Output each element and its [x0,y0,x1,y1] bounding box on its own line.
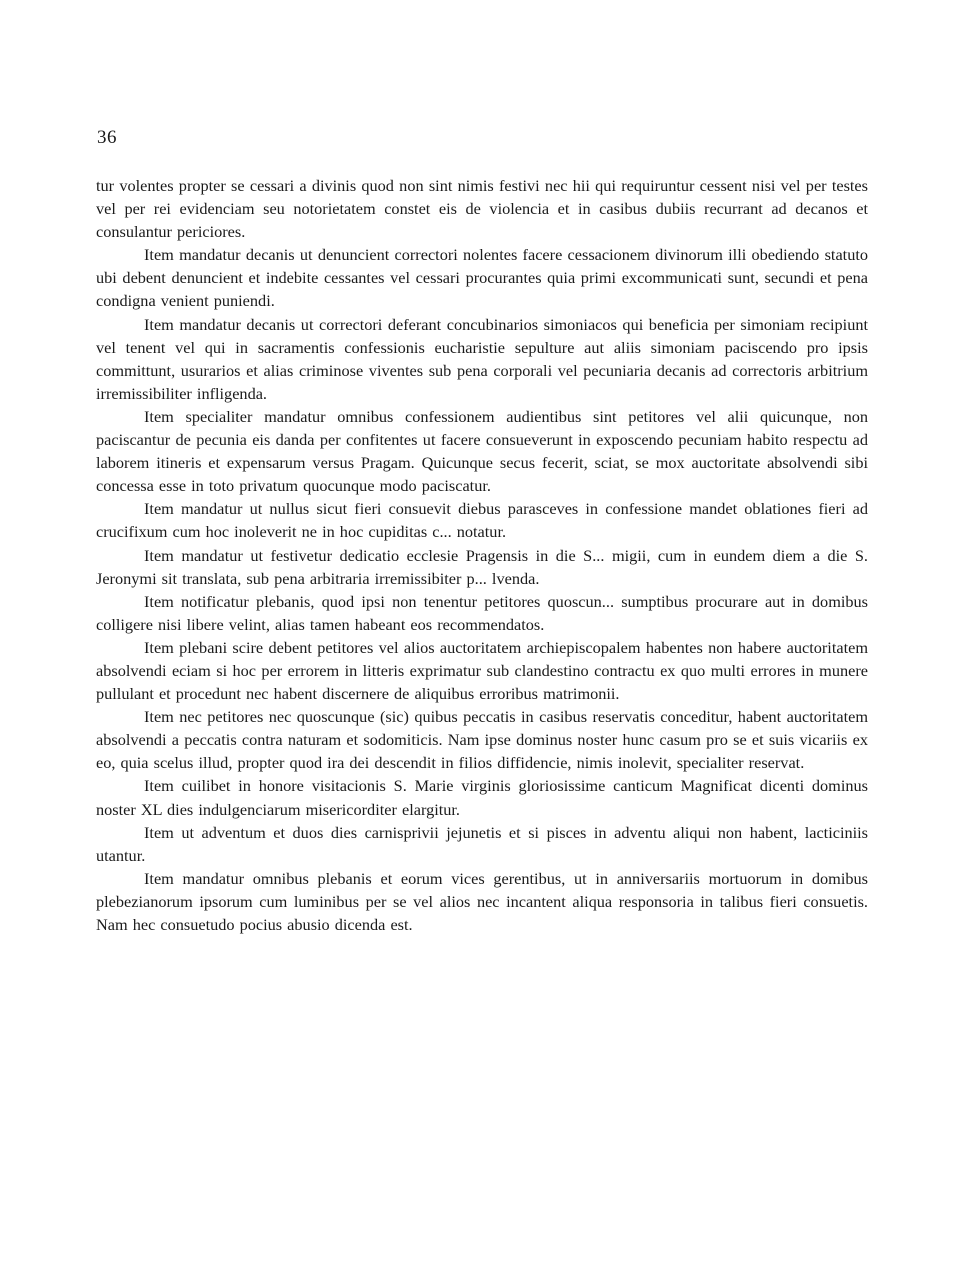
paragraph: Item mandatur ut nullus sicut fieri consuevit diebus parasceves in confessione mandet oblationes fieri ad crucifixum cum hoc inoleverit ne in hoc cupiditas c... notatur. [96,499,868,542]
paragraph: Item mandatur decanis ut denuncient correctori nolentes facere cessacionem divinorum illi obediendo statuto ubi debent denuncient et indebite cessantes vel cessari procurantes quia primi excommunicati sunt, secundi et pena condigna venient puniendi. [96,245,868,311]
paragraph: Item nec petitores nec quoscunque (sic) quibus peccatis in casibus reservatis conceditur, habent auctoritatem absolvendi a peccatis contra naturam et sodomiticis. Nam ipse dominus noster hunc casum pro se et suis vicariis ex eo, quia scelus illud, propter quod ira dei descendit in filios diffidencie, nimis inolevit, specialiter reservat. [96,707,868,773]
paragraph: Item mandatur decanis ut correctori deferant concubinarios simoniacos qui beneficia per simoniam recipiunt vel tenent vel qui in sacramentis confessionis eucharistie sepulture aut aliis simoniam paciscendo pro ipsis committunt, usurarios et alias criminose viventes sub pena corporali vel pecuniaria decanis ad correctoris arbitrium irremissibiliter infligenda. [96,314,868,403]
paragraph: Item ut adventum et duos dies carnisprivii jejunetis et si pisces in adventu aliqui non habent, lacticiniis utantur. [96,822,868,865]
paragraph: Item cuilibet in honore visitacionis S. Marie virginis gloriosissime canticum Magnificat dicenti dominus noster XL dies indulgenciarum misericorditer elargitur. [96,776,868,819]
paragraph: Item specialiter mandatur omnibus confessionem audientibus sint petitores vel alii quicunque, non paciscantur de pecunia eis danda per confitentes ut facere consueverunt in exposcendo pecuniam habito respectu ad laborem itineris et expensarum versus Pragam. Quicunque secus fecerit, sciat, se mox auctoritate absolvendi sibi concessa esse in toto privatum quocunque modo paciscatur. [96,406,868,496]
paragraph: Item mandatur ut festivetur dedicatio ecclesie Pragensis in die S... migii, cum in eundem diem a die S. Jeronymi sit translata, sub pena arbitraria irremissibiter p... lvenda. [96,545,868,588]
paragraph: tur volentes propter se cessari a divinis quod non sint nimis festivi nec hii qui requiruntur cessent nisi vel per testes vel per rei evidenciam seu notorietatem constet eis de violencia et in casibus dubiis recurrant ad decanos et consulantur periciores. [96,176,868,242]
paragraph: Item mandatur omnibus plebanis et eorum vices gerentibus, ut in anniversariis mortuorum in domibus plebezianorum ipsorum cum luminibus per se vel alios nec incantent aliqua responsoria in talibus fieri consuetis. Nam hec consuetudo pocius abusio dicenda est. [96,868,868,934]
text-body [96,174,868,936]
paragraph: Item notificatur plebanis, quod ipsi non tenentur petitores quoscun... sumptibus procurare aut in domibus colligere nisi libere velint, alias tamen habeant eos recommendatos. [96,591,868,634]
page-number: 36 [97,127,117,148]
paragraph: Item plebani scire debent petitores vel alios auctoritatem archiepiscopalem habentes non habere auctoritatem absolvendi eciam si hoc per errorem in litteris exprimatur sub clandestino contractu ex quo multi errores in munere pullulant et procedunt nec habent discernere de aliquibus erroribus matrimonii. [96,637,868,704]
